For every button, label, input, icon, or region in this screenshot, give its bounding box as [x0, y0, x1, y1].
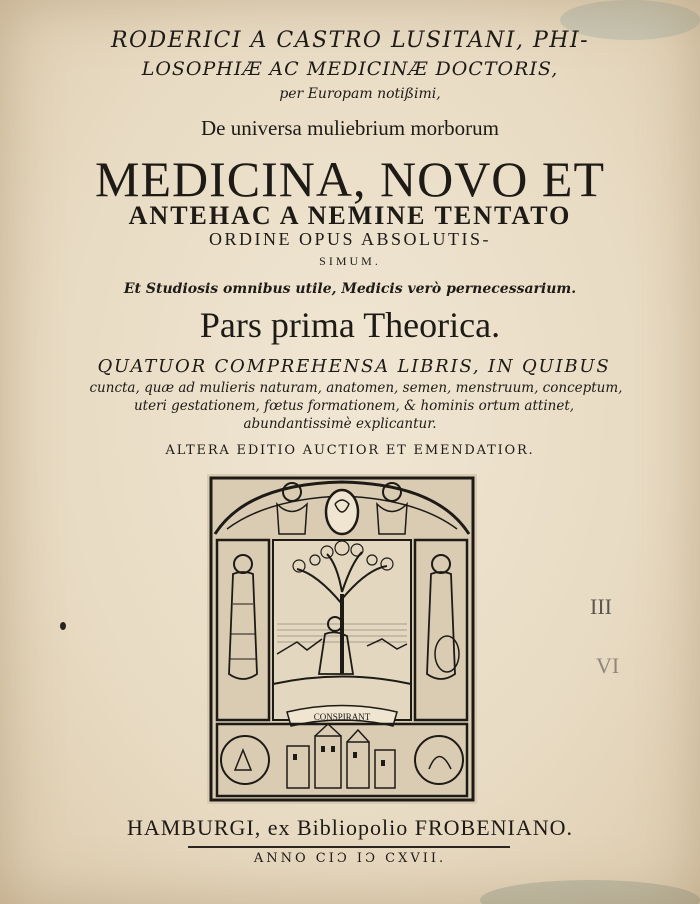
main-title-3: ORDINE OPUS ABSOLUTIS-	[208, 229, 492, 249]
books-line: QUATUOR COMPREHENSA LIBRIS, IN QUIBUS	[97, 356, 611, 377]
edition-line: ALTERA EDITIO AUCTIOR ET EMENDATIOR.	[165, 443, 535, 458]
main-title-2: ANTEHAC A NEMINE TENTATO	[128, 201, 572, 230]
description-line-3: abundantissimè explicantur.	[243, 416, 437, 432]
dedication-line: Et Studiosis omnibus utile, Medicis verò pernecessarium.	[123, 281, 577, 297]
description-line-1: cuncta, quæ ad mulieris naturam, anatomen, semen, menstruum, conceptum,	[89, 380, 623, 396]
date-line: ANNO CIƆ IƆ CXVII.	[253, 851, 447, 866]
author-line-2: LOSOPHIÆ AC MEDICINÆ DOCTORIS,	[141, 58, 559, 80]
imprint-rule	[188, 846, 510, 848]
ink-dot	[60, 622, 66, 630]
printers-device-woodcut	[207, 474, 477, 804]
part-title: Pars prima Theorica.	[199, 305, 501, 345]
main-title-1: MEDICINA, NOVO ET	[95, 151, 605, 207]
show-through-mark-2: VI	[596, 653, 620, 678]
imprint-line: HAMBURGI, ex Bibliopolio FROBENIANO.	[126, 815, 574, 840]
banner-text: CONSPIRANT	[313, 712, 371, 722]
author-line-1: RODERICI A CASTRO LUSITANI, PHI-	[110, 28, 590, 53]
author-line-3: per Europam notißimi,	[279, 86, 441, 102]
main-title-4: SIMUM.	[319, 254, 381, 268]
subject-line: De universa muliebrium morborum	[200, 116, 500, 140]
show-through-mark-1: III	[590, 594, 612, 619]
description-line-2: uteri gestationem, fœtus formationem, & hominis ortum attinet,	[133, 398, 575, 414]
